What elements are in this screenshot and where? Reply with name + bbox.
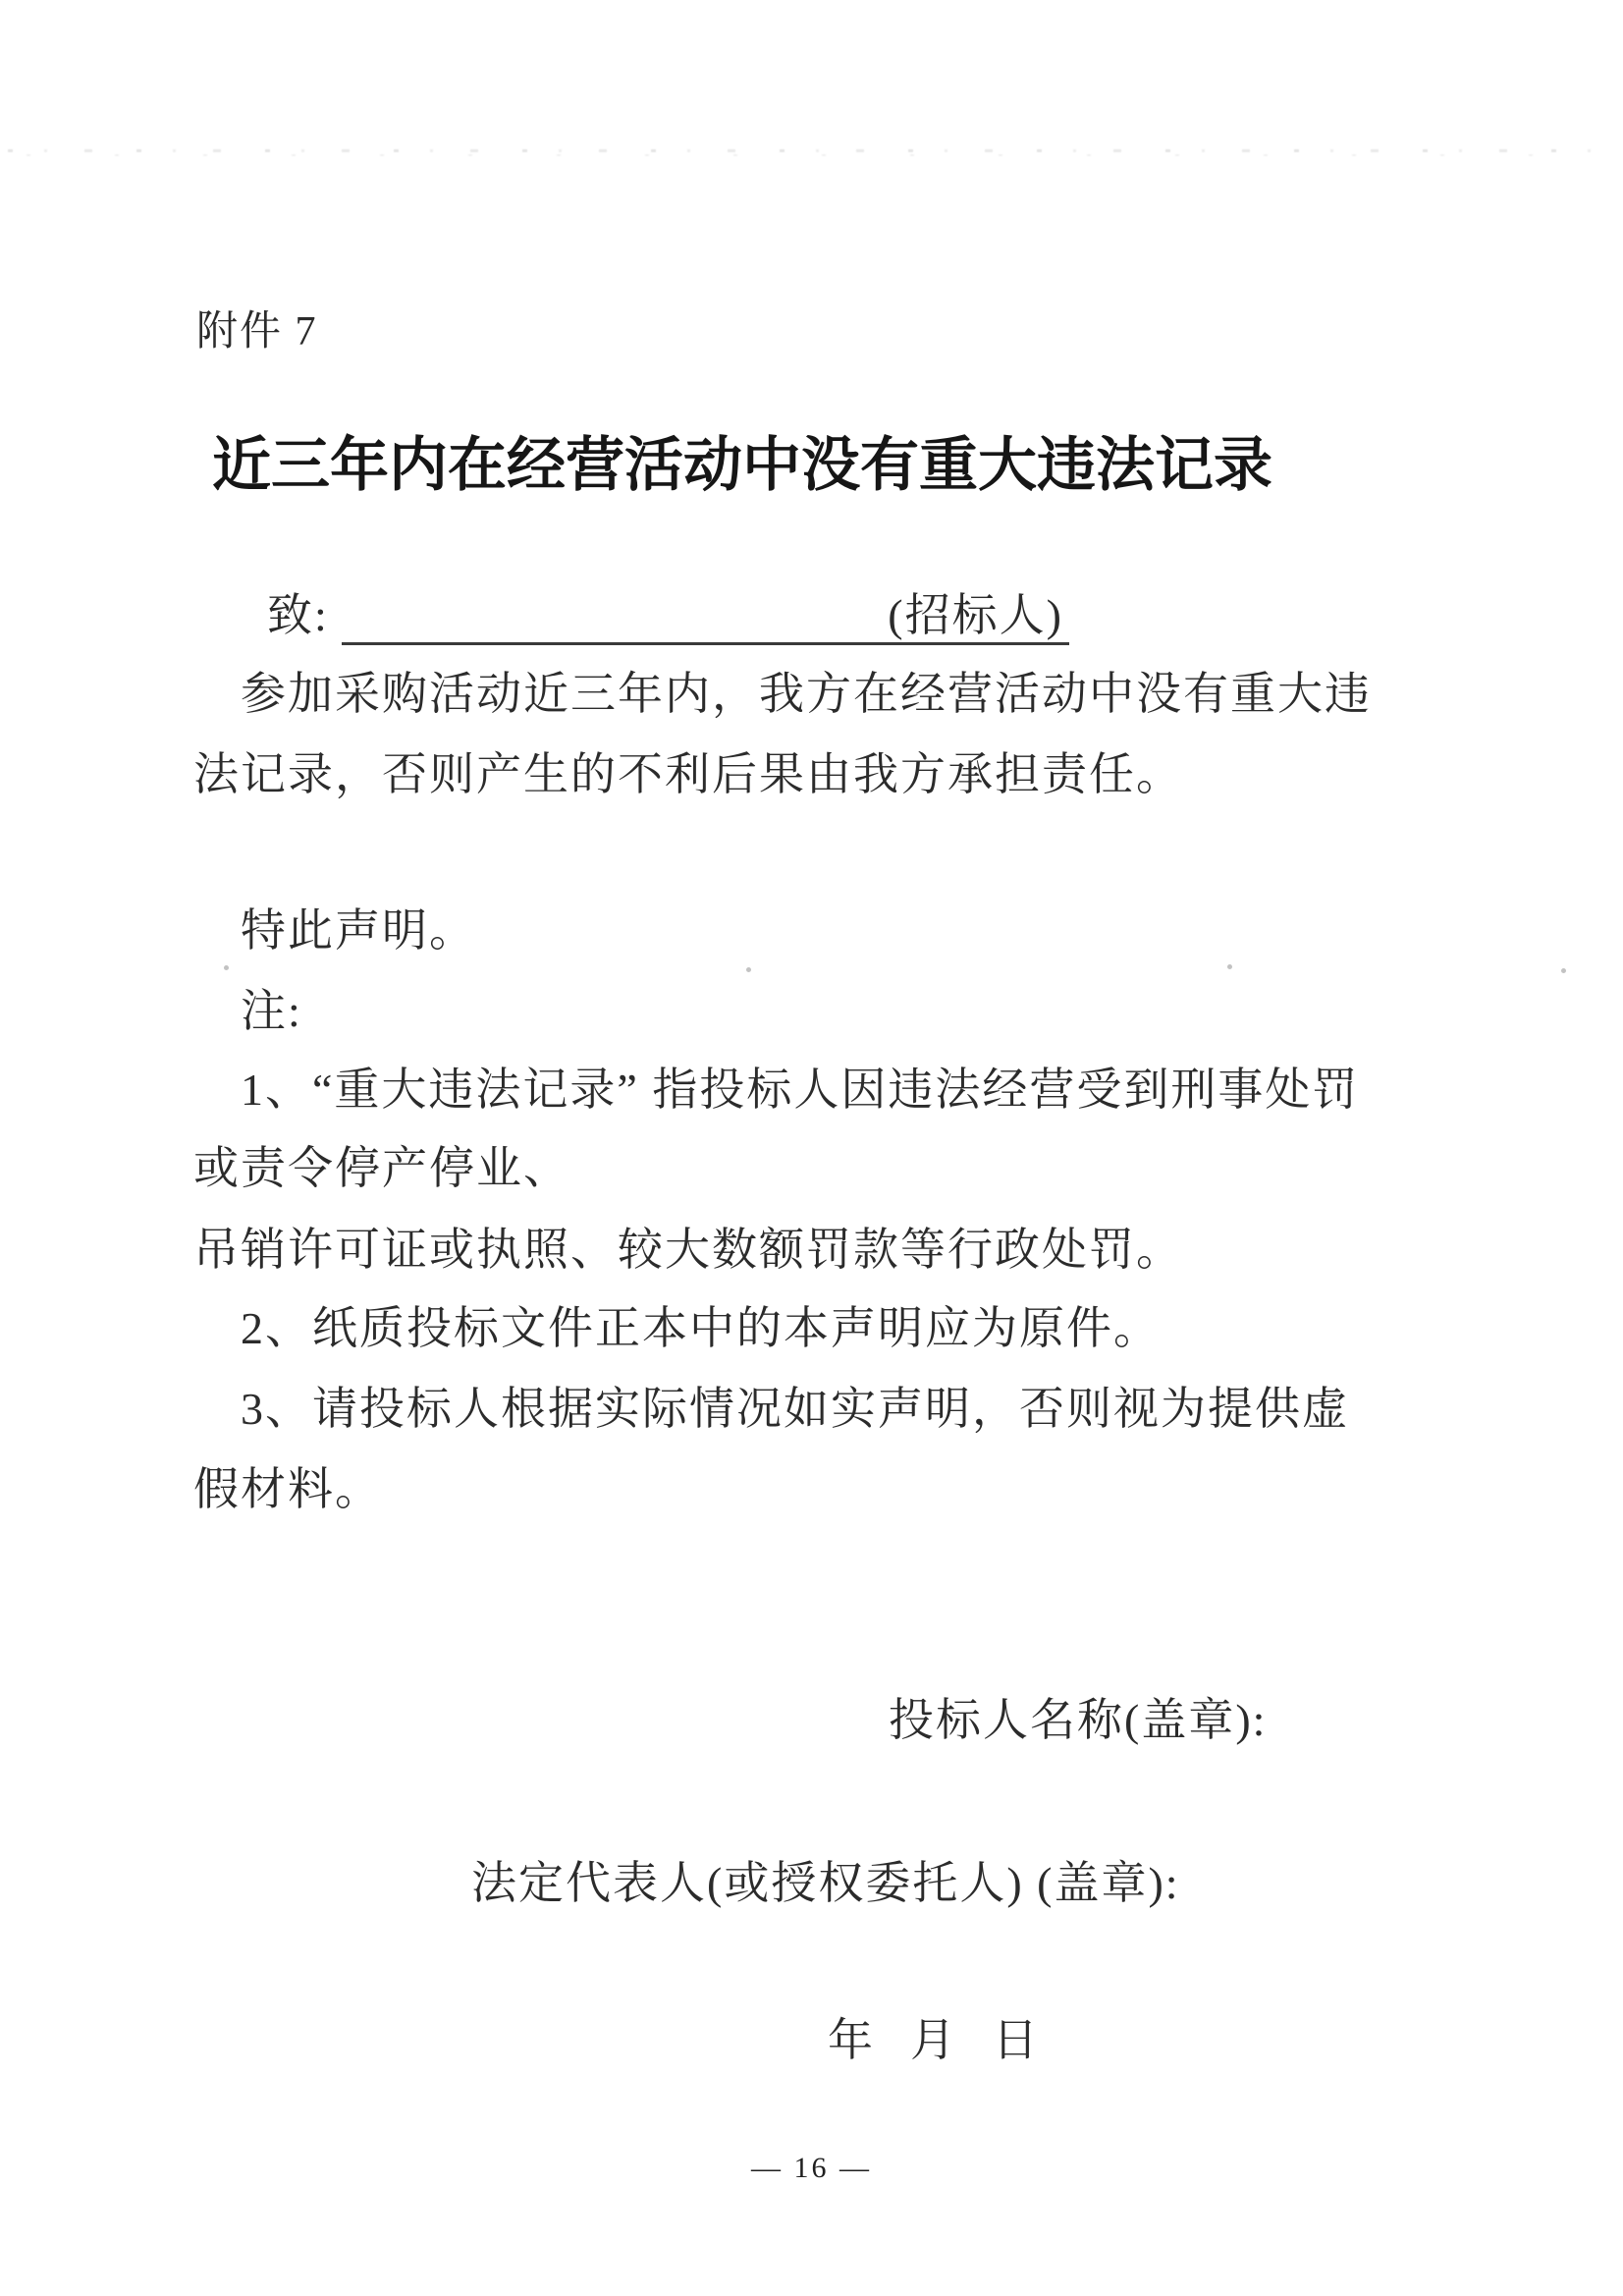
notes-label: 注:	[241, 986, 302, 1036]
note-line: 3、请投标人根据实际情况如实声明，否则视为提供虚	[241, 1384, 1349, 1434]
date-year: 年	[828, 2015, 875, 2065]
paragraph-line: 参加采购活动近三年内，我方在经营活动中没有重大违	[241, 669, 1372, 719]
recipient-hint: (招标人)	[882, 590, 1069, 645]
date-month: 月	[910, 2015, 957, 2065]
date-day: 日	[993, 2015, 1040, 2065]
note-line: 1、“重大违法记录” 指投标人因违法经营受到刑事处罚	[241, 1065, 1360, 1115]
document-title: 近三年内在经营活动中没有重大违法记录	[212, 433, 1272, 498]
note-line: 或责令停产停业、	[193, 1143, 570, 1193]
recipient-blank-field	[342, 597, 882, 645]
note-line: 2、纸质投标文件正本中的本声明应为原件。	[241, 1303, 1161, 1353]
note-line: 假材料。	[193, 1464, 382, 1514]
scan-dot	[1561, 968, 1566, 973]
scan-noise-band	[8, 145, 1608, 159]
note-line: 吊销许可证或执照、较大数额罚款等行政处罚。	[193, 1225, 1183, 1275]
page-number: — 16 —	[751, 2152, 872, 2184]
date-line	[828, 2015, 1040, 2067]
bidder-name-label: 投标人名称(盖章):	[889, 1695, 1268, 1745]
declaration-line: 特此声明。	[241, 905, 476, 956]
scan-dot	[746, 967, 751, 972]
legal-rep-label: 法定代表人(或授权委托人) (盖章):	[471, 1858, 1180, 1908]
attachment-label: 附件 7	[196, 309, 318, 355]
salutation-prefix: 致:	[267, 590, 329, 640]
scan-dot	[224, 965, 229, 970]
salutation-line	[267, 590, 1069, 645]
scan-dot	[1227, 964, 1232, 969]
paragraph-line: 法记录，否则产生的不利后果由我方承担责任。	[193, 749, 1183, 799]
